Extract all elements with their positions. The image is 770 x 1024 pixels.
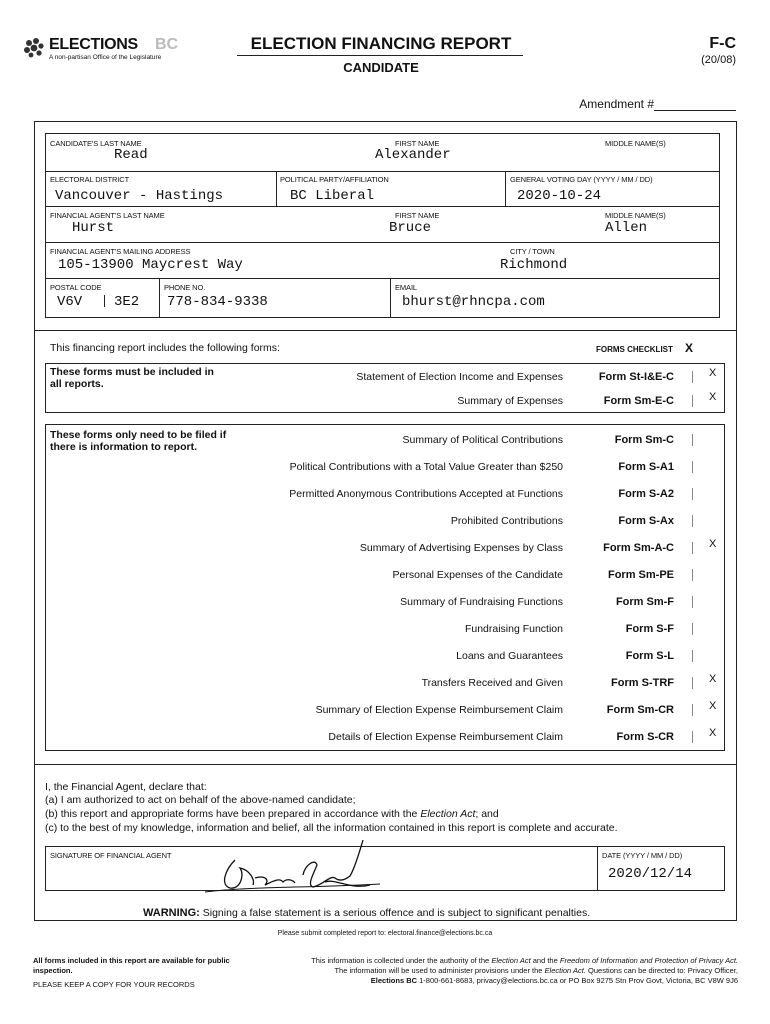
form-checkbox[interactable]: [692, 623, 693, 635]
form-checkbox[interactable]: [692, 650, 693, 662]
form-checkbox[interactable]: [692, 704, 693, 716]
form-name: Summary of Fundraising Functions: [400, 596, 563, 608]
candidate-first-name-label: FIRST NAME: [395, 139, 440, 148]
electoral-district-label: ELECTORAL DISTRICT: [50, 175, 130, 184]
form-checkbox[interactable]: [692, 371, 693, 383]
voting-day[interactable]: 2020-10-24: [517, 188, 602, 204]
form-code: Form Sm-F: [615, 596, 674, 608]
form-code: Form S-A1: [618, 461, 674, 473]
form-code: Form S-L: [625, 650, 674, 662]
keep-copy-note: PLEASE KEEP A COPY FOR YOUR RECORDS: [33, 980, 195, 989]
forms-checklist-label: FORMS CHECKLIST: [596, 345, 673, 354]
public-note: All forms included in this report are available for public inspection.: [33, 956, 230, 975]
form-code: Form Sm-A-C: [603, 542, 674, 554]
form-checkbox[interactable]: [692, 677, 693, 689]
agent-city-label: CITY / TOWN: [510, 247, 555, 256]
form-code: Form Sm-CR: [606, 704, 674, 716]
privacy-line-3: Elections BC 1-800-661-8683, privacy@elections.bc.ca or PO Box 9275 Stn Prov Govt, Victoria, BC V8W 9J6: [370, 976, 738, 985]
form-checkbox[interactable]: [692, 461, 693, 473]
declaration-line-b-start: (b) this report and appropriate forms have been prepared in accordance with the: [45, 808, 421, 820]
form-check-mark: X: [709, 700, 717, 712]
declaration-line-c: (c) to the best of my knowledge, information and belief, all the information contained in this report is complete and accurate.: [45, 822, 618, 834]
form-version: (20/08): [701, 54, 736, 66]
logo-suffix: BC: [155, 36, 179, 53]
logo-mark-icon: [22, 36, 48, 60]
form-name: Summary of Advertising Expenses by Class: [359, 542, 563, 554]
form-checkbox[interactable]: [692, 488, 693, 500]
form-check-mark: X: [709, 367, 717, 379]
form-code: Form Sm-C: [614, 434, 674, 446]
agent-signature: [195, 830, 395, 900]
candidate-last-name[interactable]: Read: [114, 147, 148, 163]
form-name: Personal Expenses of the Candidate: [392, 569, 563, 581]
privacy-line-2: The information will be used to administer provisions under the Election Act. Questions can be directed to: Privacy Officer,: [334, 966, 738, 975]
amendment-label: Amendment #: [579, 97, 654, 111]
form-name: Statement of Election Income and Expenses: [356, 371, 563, 383]
optional-forms-box: [45, 424, 725, 751]
declaration-line-b-act: Election Act: [420, 808, 476, 820]
agent-last-name[interactable]: Hurst: [72, 220, 115, 236]
optional-forms-label: These forms only need to be filed if there is information to report.: [50, 429, 227, 453]
voting-day-label: GENERAL VOTING DAY (YYYY / MM / DD): [510, 175, 653, 184]
required-forms-label: These forms must be included in all reports.: [50, 366, 214, 390]
form-checkbox[interactable]: [692, 569, 693, 581]
agent-address[interactable]: 105-13900 Maycrest Way: [58, 257, 243, 273]
form-name: Transfers Received and Given: [421, 677, 563, 689]
form-checkbox[interactable]: [692, 542, 693, 554]
forms-intro: This financing report includes the following forms:: [50, 342, 280, 354]
form-name: Political Contributions with a Total Value Greater than $250: [289, 461, 563, 473]
form-code: Form Sm-E-C: [603, 395, 674, 407]
form-code: Form S-TRF: [611, 677, 674, 689]
form-name: Permitted Anonymous Contributions Accepted at Functions: [289, 488, 563, 500]
email-label: EMAIL: [395, 283, 418, 292]
elections-bc-logo: [22, 36, 197, 66]
report-title: ELECTION FINANCING REPORT: [250, 34, 512, 53]
agent-city[interactable]: Richmond: [500, 257, 568, 273]
form-check-mark: X: [709, 673, 717, 685]
submit-note: Please submit completed report to: electoral.finance@elections.bc.ca: [277, 930, 493, 937]
declaration-date[interactable]: 2020/12/14: [608, 866, 693, 882]
agent-last-name-label: FINANCIAL AGENT'S LAST NAME: [50, 211, 165, 220]
forms-checklist-mark: X: [685, 341, 694, 355]
privacy-notice: [220, 956, 738, 986]
agent-first-name-label: FIRST NAME: [395, 211, 440, 220]
form-name: Summary of Expenses: [457, 395, 563, 407]
form-name: Summary of Political Contributions: [402, 434, 563, 446]
form-name: Fundraising Function: [464, 623, 563, 635]
warning-text: Signing a false statement is a serious offence and is subject to significant penalties.: [202, 907, 591, 919]
agent-middle-name-label: MIDDLE NAME(S): [605, 211, 666, 220]
privacy-line-1: This information is collected under the authority of the Election Act and the Freedom of Information and Protection of Privacy Act.: [311, 956, 738, 965]
form-name: Details of Election Expense Reimbursement Claim: [328, 731, 563, 743]
form-name: Summary of Election Expense Reimbursement Claim: [315, 704, 563, 716]
agent-first-name[interactable]: Bruce: [389, 220, 432, 236]
agent-address-label: FINANCIAL AGENT'S MAILING ADDRESS: [50, 247, 191, 256]
form-checkbox[interactable]: [692, 515, 693, 527]
form-code: F-C: [709, 35, 736, 52]
logo-brand: ELECTIONS: [49, 36, 138, 53]
form-code: Form S-F: [625, 623, 674, 635]
report-subtitle: CANDIDATE: [343, 60, 419, 75]
phone[interactable]: 778-834-9338: [167, 294, 268, 310]
form-checkbox[interactable]: [692, 731, 693, 743]
declaration-intro: I, the Financial Agent, declare that:: [45, 781, 207, 793]
declaration-line-b: [45, 808, 499, 821]
form-check-mark: X: [709, 727, 717, 739]
agent-middle-name[interactable]: Allen: [605, 220, 648, 236]
declaration-line-b-end: ; and: [475, 808, 499, 820]
form-code: Form S-Ax: [618, 515, 674, 527]
phone-label: PHONE NO.: [164, 283, 206, 292]
form-code: Form S-A2: [618, 488, 674, 500]
form-name: Prohibited Contributions: [450, 515, 563, 527]
form-checkbox[interactable]: [692, 434, 693, 446]
form-code: Form St-I&E-C: [598, 371, 674, 383]
postal-code-label: POSTAL CODE: [50, 283, 102, 292]
form-check-mark: X: [709, 538, 717, 550]
postal-code-part2[interactable]: 3E2: [114, 294, 140, 310]
declaration-line-a: (a) I am authorized to act on behalf of the above-named candidate;: [45, 794, 356, 806]
form-code: Form S-CR: [616, 731, 674, 743]
candidate-middle-name-label: MIDDLE NAME(S): [605, 139, 666, 148]
warning: [143, 907, 590, 919]
logo-tagline: A non-partisan Office of the Legislature: [49, 54, 162, 61]
postal-code-part1[interactable]: V6V: [57, 294, 83, 310]
email[interactable]: bhurst@rhncpa.com: [402, 294, 545, 310]
form-checkbox[interactable]: [692, 395, 693, 407]
form-check-mark: X: [709, 391, 717, 403]
amendment-field[interactable]: [654, 110, 736, 111]
signature-label: SIGNATURE OF FINANCIAL AGENT: [50, 851, 172, 860]
party[interactable]: BC Liberal: [290, 188, 375, 204]
form-name: Loans and Guarantees: [456, 650, 563, 662]
form-code: Form Sm-PE: [607, 569, 674, 581]
form-checkbox[interactable]: [692, 596, 693, 608]
party-label: POLITICAL PARTY/AFFILIATION: [280, 175, 389, 184]
candidate-last-name-label: CANDIDATE'S LAST NAME: [50, 139, 142, 148]
electoral-district[interactable]: Vancouver - Hastings: [55, 188, 224, 204]
candidate-first-name[interactable]: Alexander: [375, 147, 451, 163]
warning-label: WARNING:: [143, 907, 200, 919]
date-label: DATE (YYYY / MM / DD): [602, 851, 683, 860]
